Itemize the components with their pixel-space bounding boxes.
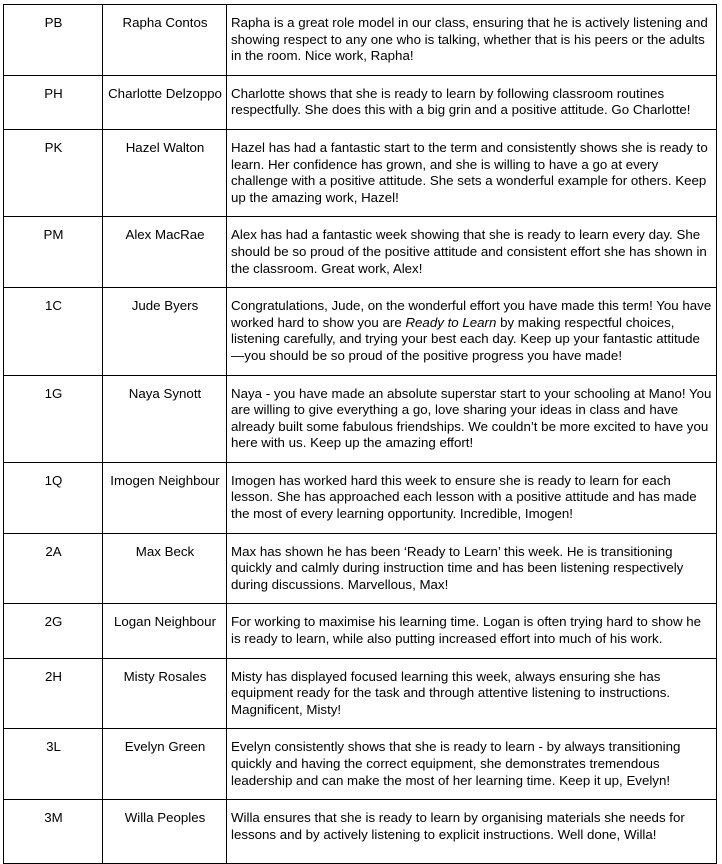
- student-name-cell: Charlotte Delzoppo: [103, 75, 227, 129]
- comment-text: Charlotte shows that she is ready to learn by following classroom routines respectfully. She does this with a big grin and a positive attitude. Go Charlotte!: [231, 85, 691, 118]
- student-name-cell: Rapha Contos: [103, 5, 227, 76]
- table-row: [4, 800, 717, 864]
- table-row: [4, 604, 717, 658]
- comment-text: by making respectful choices, listening carefully, and trying your best each day. Keep up your fantastic attitude—you should be so proud of the positive progress you have made!: [231, 314, 700, 363]
- comment-text: Rapha is a great role model in our class, ensuring that he is actively listening and showing respect to any one who is talking, whether that is his peers or the adults in the room. Nice work, Rapha!: [231, 15, 708, 64]
- table-row: [4, 729, 717, 800]
- class-code-cell: PB: [4, 5, 103, 76]
- comment-emphasis: Ready to Learn: [405, 314, 497, 330]
- comment-cell: [227, 129, 717, 216]
- comment-text: Max has shown he has been ‘Ready to Learn’ this week. He is transitioning quickly and calmly during instruction time and has been listening respectively during discussions. Marvellous, Max!: [231, 543, 684, 592]
- class-code-cell: 3M: [4, 800, 103, 864]
- student-name-cell: Hazel Walton: [103, 129, 227, 216]
- awards-table: [3, 4, 717, 864]
- comment-cell: [227, 729, 717, 800]
- comment-cell: [227, 658, 717, 729]
- table-row: [4, 462, 717, 533]
- class-code-cell: 3L: [4, 729, 103, 800]
- comment-cell: [227, 533, 717, 604]
- student-name-cell: Alex MacRae: [103, 217, 227, 288]
- comment-text: Alex has had a fantastic week showing that she is ready to learn every day. She should be so proud of the positive attitude and consistent effort she has shown in the classroom. Great work, Alex!: [231, 227, 707, 276]
- class-code-cell: PM: [4, 217, 103, 288]
- awards-table-body: [4, 5, 717, 864]
- comment-text: Hazel has had a fantastic start to the term and consistently shows she is ready to learn. Her confidence has grown, and she is willing to have a go at every challenge with a positive attitude. She sets a wonderful example for others. Keep up the amazing work, Hazel!: [231, 139, 708, 205]
- student-name-cell: Logan Neighbour: [103, 604, 227, 658]
- comment-text: Congratulations, Jude, on the wonderful effort you have made this term! You have worked hard to show you are: [231, 298, 712, 330]
- class-code-cell: 2A: [4, 533, 103, 604]
- class-code-cell: 2G: [4, 604, 103, 658]
- comment-cell: [227, 217, 717, 288]
- class-code-cell: 1C: [4, 288, 103, 375]
- table-row: [4, 217, 717, 288]
- comment-cell: [227, 5, 717, 76]
- class-code-cell: 1Q: [4, 462, 103, 533]
- comment-text: Imogen has worked hard this week to ensure she is ready to learn for each lesson. She has approached each lesson with a positive attitude and has made the most of every learning opportunity. Incredible, Imogen!: [231, 472, 697, 522]
- comment-cell: [227, 604, 717, 658]
- table-row: [4, 5, 717, 76]
- student-name-cell: Evelyn Green: [103, 729, 227, 800]
- table-row: [4, 288, 717, 375]
- comment-text: Willa ensures that she is ready to learn by organising materials she needs for lessons and by actively listening to explicit instructions. Well done, Willa!: [231, 810, 685, 842]
- table-row: [4, 75, 717, 129]
- student-name-cell: Naya Synott: [103, 375, 227, 462]
- comment-cell: [227, 375, 717, 462]
- class-code-cell: 1G: [4, 375, 103, 462]
- student-name-cell: Jude Byers: [103, 288, 227, 375]
- table-row: [4, 658, 717, 729]
- comment-cell: [227, 800, 717, 864]
- class-code-cell: PK: [4, 129, 103, 216]
- comment-cell: [227, 462, 717, 533]
- table-row: [4, 533, 717, 604]
- class-code-cell: 2H: [4, 658, 103, 729]
- student-name-cell: Imogen Neighbour: [103, 462, 227, 533]
- comment-text: Naya - you have made an absolute superstar start to your schooling at Mano! You are willing to give everything a go, love sharing your ideas in class and have already built some fabulous friendships. We couldn’t be more excited to have you here with us. Keep up the amazing effort!: [231, 385, 712, 451]
- comment-cell: [227, 288, 717, 375]
- table-row: [4, 375, 717, 462]
- comment-text: For working to maximise his learning time. Logan is often trying hard to show he is ready to learn, while also putting increased effort into much of his work.: [231, 614, 702, 647]
- student-name-cell: Misty Rosales: [103, 658, 227, 729]
- comment-cell: [227, 75, 717, 129]
- student-name-cell: Willa Peoples: [103, 800, 227, 864]
- student-name-cell: Max Beck: [103, 533, 227, 604]
- table-row: [4, 129, 717, 216]
- class-code-cell: PH: [4, 75, 103, 129]
- comment-text: Evelyn consistently shows that she is ready to learn - by always transitioning quickly and having the correct equipment, she demonstrates tremendous leadership and can make the most of her learning time. Keep it up, Evelyn!: [231, 739, 681, 788]
- comment-text: Misty has displayed focused learning this week, always ensuring she has equipment ready for the task and through attentive listening to instructions. Magnificent, Misty!: [231, 668, 671, 717]
